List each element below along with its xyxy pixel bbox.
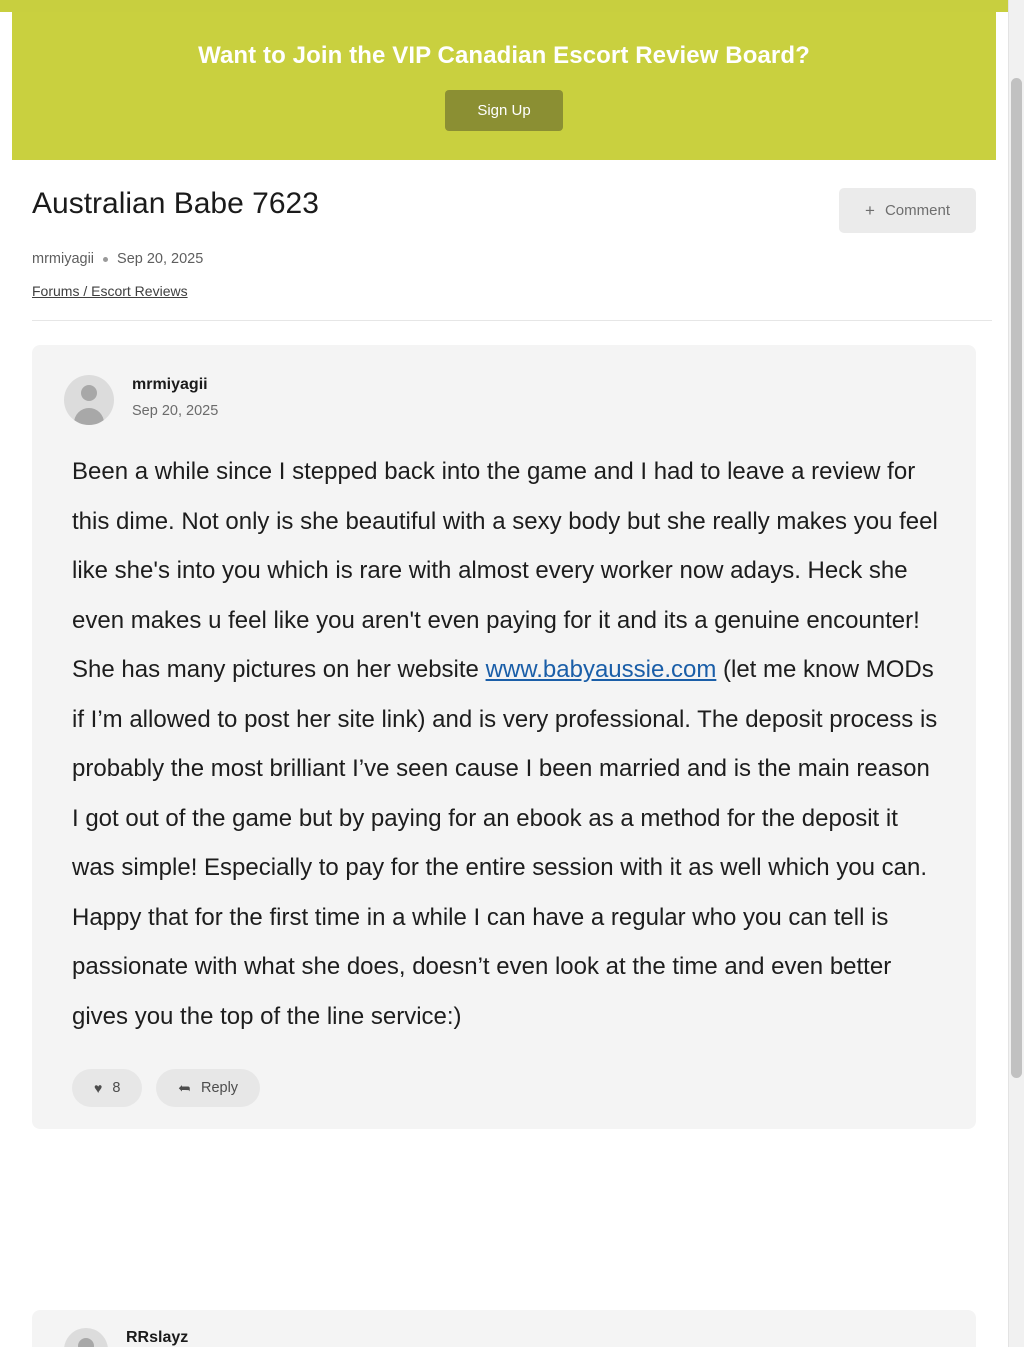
scrollbar-thumb[interactable] xyxy=(1011,78,1022,1078)
post-card xyxy=(32,345,976,1129)
post-actions xyxy=(52,1069,956,1107)
comment-button[interactable] xyxy=(839,188,976,233)
avatar[interactable] xyxy=(64,375,114,425)
thread-meta xyxy=(32,251,976,267)
post-date: Sep 20, 2025 xyxy=(132,403,219,420)
thread-author: mrmiyagii xyxy=(32,251,95,267)
vertical-scrollbar[interactable] xyxy=(1008,0,1024,1347)
page-title: Australian Babe 7623 xyxy=(32,187,319,220)
avatar[interactable] xyxy=(64,1328,108,1347)
header-divider xyxy=(32,320,992,321)
post-header xyxy=(64,1328,956,1347)
post-author[interactable]: mrmiyagii xyxy=(132,376,208,393)
thread-title-row xyxy=(32,186,976,233)
sign-up-button[interactable]: Sign Up xyxy=(445,90,562,131)
separator-dot-icon xyxy=(103,257,108,262)
post-card xyxy=(32,1310,976,1347)
post-body-text-1: Been a while since I stepped back into the game and I had to leave a review for this dime. Not only is she beautiful with a sexy body but she really makes you feel like she's into you which is rare with almost every worker now adays. Heck she even makes u feel like you aren't even paying for it and its a genuine encounter! She has many pictures on her website xyxy=(72,458,938,683)
heart-icon: ♥ xyxy=(94,1080,103,1096)
like-button[interactable] xyxy=(72,1069,142,1107)
comment-button-label: Comment xyxy=(884,202,950,219)
post-body-text-2: (let me know MODs if I’m allowed to post her site link) and is very professional. The deposit process is probably the most brilliant I’ve seen cause I been married and is the main reason I got out of the game but by paying for an ebook as a method for the deposit it was simple! Especially to pay for the entire session with it as well which you can. Happy that for the first time in a while I can have a regular who you can tell is passionate with what she does, doesn’t even look at the time and even better gives you the top of the line service:) xyxy=(72,656,938,1030)
thread-header xyxy=(0,160,1008,301)
top-color-strip xyxy=(0,0,1008,12)
thread-date: Sep 20, 2025 xyxy=(117,251,204,267)
promo-banner xyxy=(12,12,996,160)
reply-arrow-icon: ➦ xyxy=(178,1079,191,1097)
reply-button-label: Reply xyxy=(200,1080,239,1096)
external-link[interactable]: www.babyaussie.com xyxy=(485,656,717,683)
post-body xyxy=(52,447,956,1041)
promo-title: Want to Join the VIP Canadian Escort Review Board? xyxy=(198,41,810,69)
post-header xyxy=(52,375,956,425)
top-color-strip-inner xyxy=(0,0,1008,10)
breadcrumb[interactable]: Forums / Escort Reviews xyxy=(32,283,188,299)
post-author[interactable]: RRslayz xyxy=(126,1329,189,1346)
plus-icon: + xyxy=(865,201,875,220)
like-count: 8 xyxy=(112,1080,121,1096)
reply-button[interactable] xyxy=(156,1069,260,1107)
